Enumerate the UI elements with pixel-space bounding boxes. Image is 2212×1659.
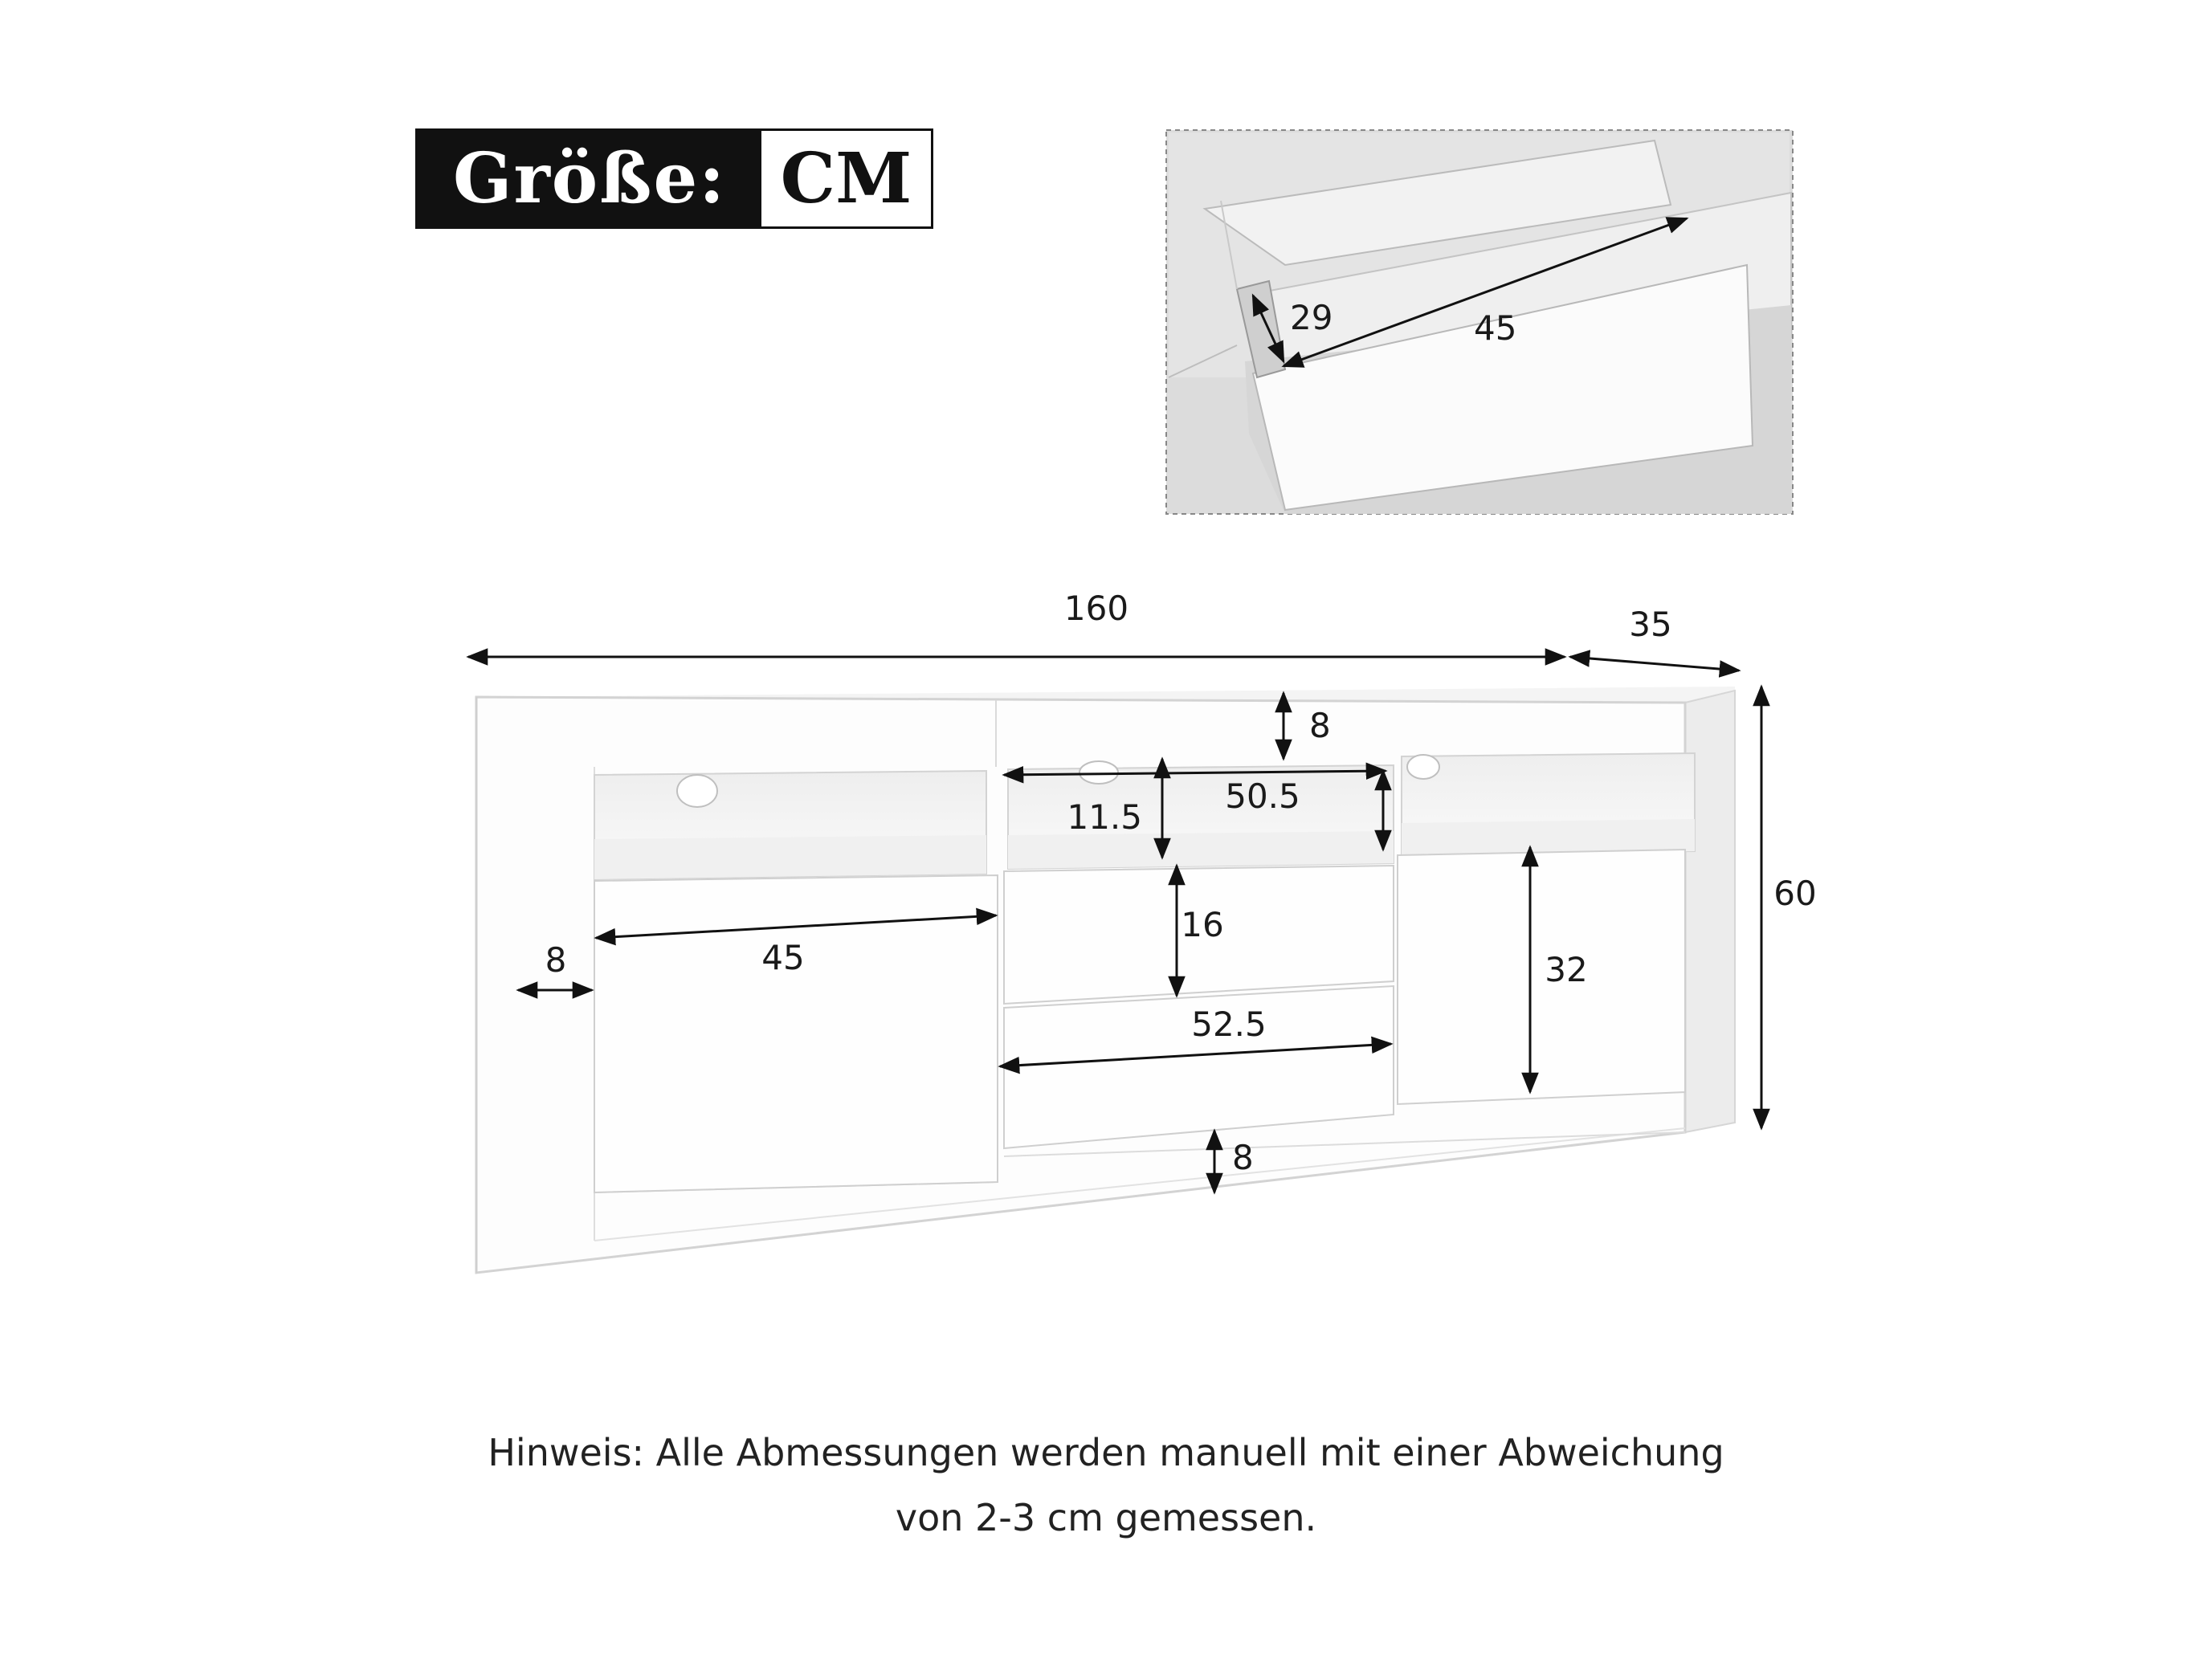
unit-label: CM xyxy=(780,138,912,219)
top-panel-label: 8 xyxy=(1309,706,1331,745)
drawer-width-label: 52.5 xyxy=(1191,1005,1267,1044)
total-width-label: 160 xyxy=(1063,589,1129,628)
depth-arrow xyxy=(1570,657,1739,671)
drawer-inset xyxy=(1166,130,1793,514)
inset-depth-label: 29 xyxy=(1290,298,1333,337)
note-line-1: Hinweis: Alle Abmessungen werden manuell mit einer Abweichung xyxy=(488,1431,1724,1474)
side-panel-label: 8 xyxy=(545,940,567,980)
drawer-height-label: 16 xyxy=(1181,905,1224,944)
left-door-width-label: 45 xyxy=(761,938,805,977)
height-label: 60 xyxy=(1773,874,1817,913)
depth-label: 35 xyxy=(1629,605,1672,644)
note-line-2: von 2-3 cm gemessen. xyxy=(895,1496,1317,1539)
open-shelf-width-label: 50.5 xyxy=(1225,777,1300,816)
base-height-label: 8 xyxy=(1232,1138,1254,1177)
right-door-height-label: 32 xyxy=(1545,950,1588,989)
open-shelf-height-label: 11.5 xyxy=(1067,797,1142,837)
size-label: Größe: xyxy=(418,131,761,226)
inset-width-label: 45 xyxy=(1474,308,1517,348)
